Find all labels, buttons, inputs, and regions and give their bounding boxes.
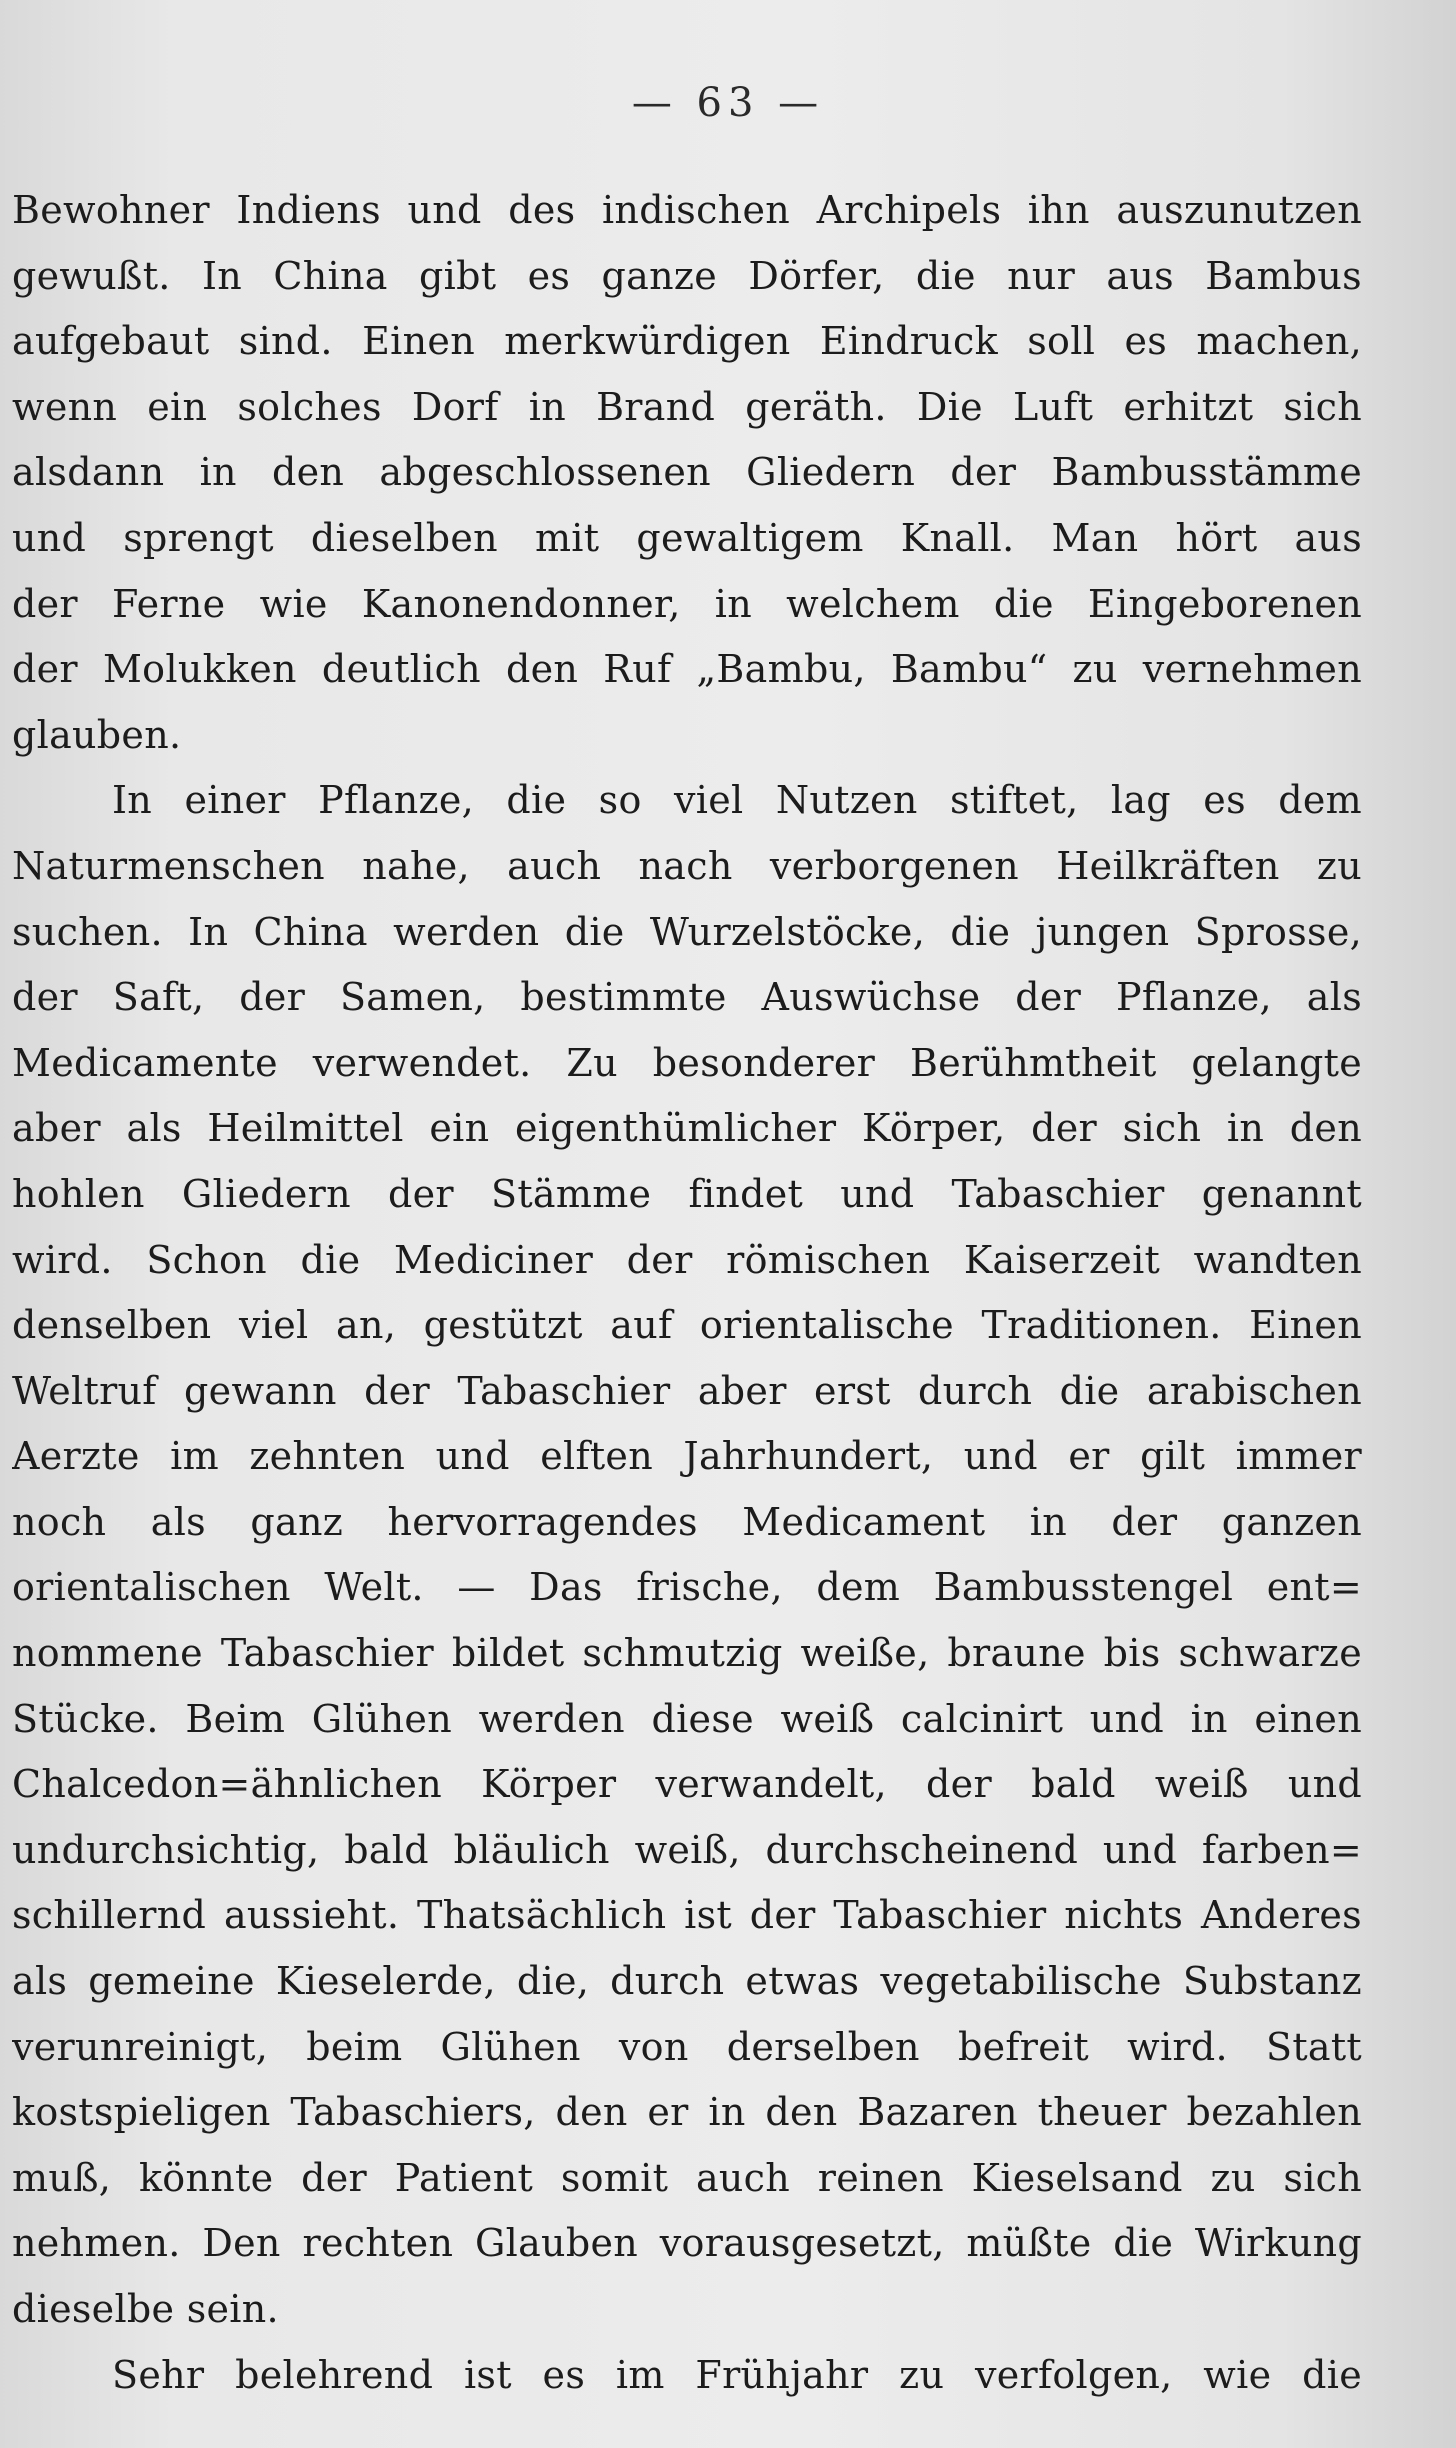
text-line: nommene Tabaschier bildet schmutzig weiße, braune bis schwarze <box>12 1631 1362 1676</box>
text-line: suchen. In China werden die Wurzelstöcke, die jungen Sprosse, <box>12 909 1362 954</box>
text-line: Aerzte im zehnten und elften Jahrhundert, und er gilt immer <box>12 1434 1362 1479</box>
text-line: muß, könnte der Patient somit auch reinen Kieselsand zu sich <box>12 2155 1362 2200</box>
text-line: aber als Heilmittel ein eigenthümlicher Körper, der sich in den <box>12 1106 1362 1151</box>
text-line: In einer Pflanze, die so viel Nutzen stiftet, lag es dem <box>112 778 1362 823</box>
text-line: glauben. <box>12 712 182 757</box>
text-line: Weltruf gewann der Tabaschier aber erst durch die arabischen <box>12 1368 1362 1413</box>
text-line: denselben viel an, gestützt auf orientalische Traditionen. Einen <box>12 1303 1362 1348</box>
text-line: nehmen. Den rechten Glauben vorausgesetzt, müßte die Wirkung <box>12 2221 1362 2266</box>
page-number: — 63 — <box>631 80 825 126</box>
text-line: Stücke. Beim Glühen werden diese weiß calcinirt und in einen <box>12 1696 1362 1741</box>
text-line: noch als ganz hervorragendes Medicament in der ganzen <box>12 1499 1362 1544</box>
text-line: der Ferne wie Kanonendonner, in welchem die Eingeborenen <box>12 581 1362 626</box>
text-line: dieselbe sein. <box>12 2287 279 2331</box>
text-line: aufgebaut sind. Einen merkwürdigen Eindruck soll es machen, <box>12 319 1362 364</box>
text-line: alsdann in den abgeschlossenen Gliedern der Bambusstämme <box>12 450 1362 495</box>
text-line: der Molukken deutlich den Ruf „Bambu, Bambu“ zu vernehmen <box>12 647 1362 692</box>
text-line: undurchsichtig, bald bläulich weiß, durchscheinend und farben= <box>12 1827 1362 1872</box>
text-line: Medicamente verwendet. Zu besonderer Berühmtheit gelangte <box>12 1040 1362 1085</box>
text-line: und sprengt dieselben mit gewaltigem Knall. Man hört aus <box>12 515 1362 560</box>
text-line: hohlen Gliedern der Stämme findet und Tabaschier genannt <box>12 1171 1362 1216</box>
text-line: schillernd aussieht. Thatsächlich ist der Tabaschier nichts Anderes <box>12 1893 1362 1938</box>
text-line: Sehr belehrend ist es im Frühjahr zu verfolgen, wie die <box>112 2352 1362 2397</box>
text-line: Chalcedon=ähnlichen Körper verwandelt, der bald weiß und <box>12 1762 1362 1807</box>
text-line: gewußt. In China gibt es ganze Dörfer, die nur aus Bambus <box>12 253 1362 298</box>
paragraph-3 <box>12 2343 1362 2409</box>
text-line: verunreinigt, beim Glühen von derselben befreit wird. Statt <box>12 2024 1362 2069</box>
text-line: kostspieligen Tabaschiers, den er in den Bazaren theuer bezahlen <box>12 2090 1362 2135</box>
text-line: wird. Schon die Mediciner der römischen Kaiserzeit wandten <box>12 1237 1362 1282</box>
text-line: als gemeine Kieselerde, die, durch etwas vegetabilische Substanz <box>12 1959 1362 2004</box>
text-line: Naturmenschen nahe, auch nach verborgenen Heilkräften zu <box>12 843 1362 888</box>
paragraph-2 <box>12 768 1362 2342</box>
body-text <box>12 178 1362 2408</box>
text-line: der Saft, der Samen, bestimmte Auswüchse der Pflanze, als <box>12 975 1362 1020</box>
text-line: Bewohner Indiens und des indischen Archipels ihn auszunutzen <box>12 188 1362 232</box>
text-line: orientalischen Welt. — Das frische, dem Bambusstengel ent= <box>12 1565 1362 1610</box>
text-line: wenn ein solches Dorf in Brand geräth. Die Luft erhitzt sich <box>12 384 1362 429</box>
paragraph-1 <box>12 178 1362 768</box>
